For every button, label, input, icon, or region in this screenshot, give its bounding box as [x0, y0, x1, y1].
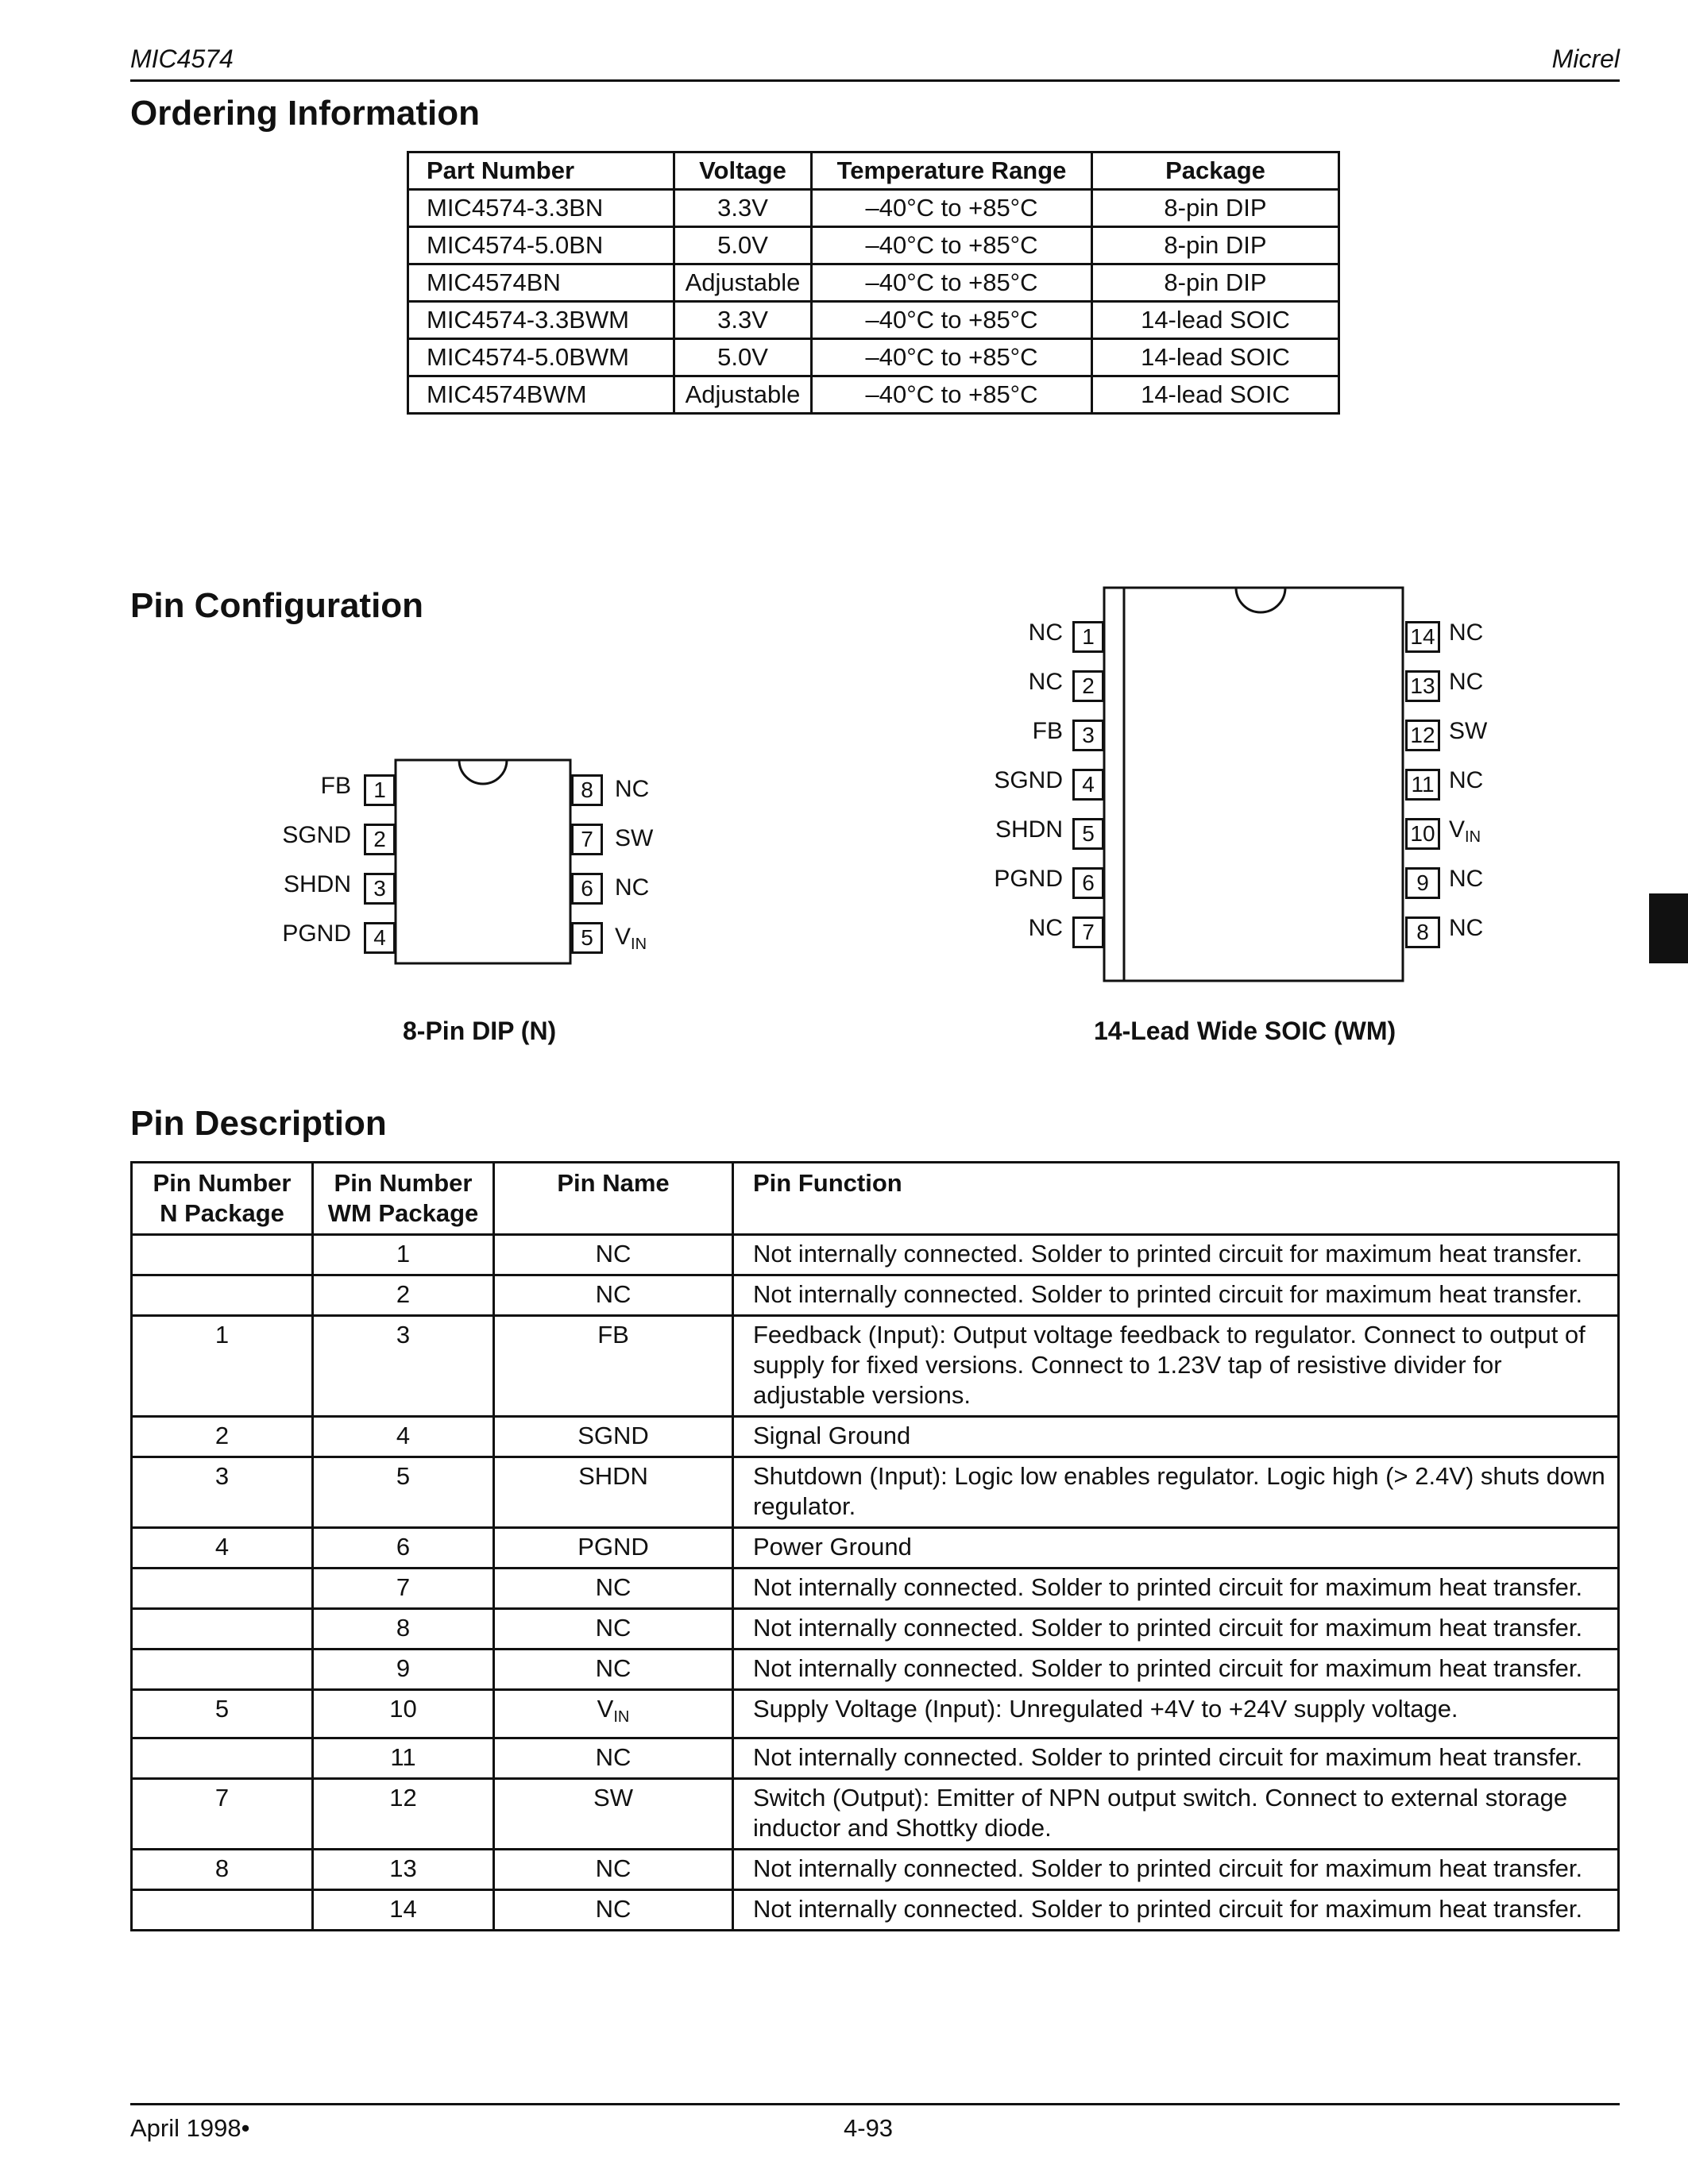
ordering-title: Ordering Information: [130, 94, 480, 133]
dip-pin-number: 1: [364, 774, 396, 806]
voltage-cell: Adjustable: [674, 264, 812, 302]
package-cell: 8-pin DIP: [1092, 264, 1339, 302]
soic-pin-label: NC: [1449, 915, 1484, 941]
wm-pin-number: 1: [313, 1235, 494, 1275]
pin-desc-title: Pin Description: [130, 1104, 387, 1143]
soic-pin-number: 10: [1405, 818, 1440, 850]
ordering-col-temp: Temperature Range: [812, 152, 1092, 190]
pin-name: NC: [494, 1738, 733, 1779]
temperature-cell: –40°C to +85°C: [812, 339, 1092, 376]
dip-pin-label: FB: [320, 773, 351, 799]
part-number-cell: MIC4574-3.3BWM: [408, 302, 674, 339]
dip-pin-label: SHDN: [283, 871, 351, 897]
soic-pin-number: 12: [1405, 720, 1440, 751]
pin-row: [132, 1890, 1619, 1931]
wm-pin-number: 10: [313, 1690, 494, 1738]
n-pin-number: [132, 1650, 313, 1690]
soic-pin-number: 8: [1405, 916, 1440, 948]
soic-pin-label: NC: [1449, 866, 1484, 892]
soic-pin-label: NC: [1028, 619, 1063, 646]
package-cell: 8-pin DIP: [1092, 190, 1339, 227]
wm-pin-number: 4: [313, 1417, 494, 1457]
pin-name: NC: [494, 1650, 733, 1690]
ordering-col-voltage: Voltage: [674, 152, 812, 190]
pin-name: PGND: [494, 1528, 733, 1569]
wm-pin-number: 2: [313, 1275, 494, 1316]
dip-pin-number: 4: [364, 922, 396, 954]
soic-pin-label: SW: [1449, 718, 1488, 744]
soic-pin-number: 2: [1072, 670, 1104, 702]
n-pin-number: 4: [132, 1528, 313, 1569]
pin-function: Not internally connected. Solder to printed circuit for maximum heat transfer.: [733, 1738, 1619, 1779]
wm-pin-number: 14: [313, 1890, 494, 1931]
pin-name: NC: [494, 1890, 733, 1931]
soic-pin-number: 3: [1072, 720, 1104, 751]
dip-pin-label: PGND: [282, 920, 351, 947]
pin-function: Not internally connected. Solder to printed circuit for maximum heat transfer.: [733, 1650, 1619, 1690]
pin-function: Not internally connected. Solder to printed circuit for maximum heat transfer.: [733, 1850, 1619, 1890]
soic-pin-label: SGND: [994, 767, 1063, 793]
pin-name: SHDN: [494, 1457, 733, 1528]
pin-row: [132, 1690, 1619, 1738]
pin-function: Signal Ground: [733, 1417, 1619, 1457]
dip-pin-number: 8: [571, 774, 603, 806]
pin-row: [132, 1275, 1619, 1316]
temperature-cell: –40°C to +85°C: [812, 227, 1092, 264]
soic-pin-number: 14: [1405, 621, 1440, 653]
ordering-col-package: Package: [1092, 152, 1339, 190]
pin-name: SGND: [494, 1417, 733, 1457]
package-cell: 14-lead SOIC: [1092, 302, 1339, 339]
wm-pin-number: 9: [313, 1650, 494, 1690]
pin-row: [132, 1850, 1619, 1890]
n-pin-number: [132, 1890, 313, 1931]
pin-row: [132, 1528, 1619, 1569]
pin-function: Not internally connected. Solder to printed circuit for maximum heat transfer.: [733, 1609, 1619, 1650]
dip-pin-label: SW: [615, 825, 654, 851]
n-pin-number: [132, 1275, 313, 1316]
pin-function: Switch (Output): Emitter of NPN output switch. Connect to external storage inductor and Shottky diode.: [733, 1779, 1619, 1850]
pin-row: [132, 1316, 1619, 1417]
wm-pin-number: 3: [313, 1316, 494, 1417]
footer-page-number: 4-93: [844, 2114, 894, 2142]
soic-package-body: [1104, 588, 1403, 981]
section-tab: [1649, 893, 1688, 963]
pin-name: NC: [494, 1275, 733, 1316]
pin-row: [132, 1650, 1619, 1690]
dip-pin-label: NC: [615, 776, 650, 802]
soic-pin-label: PGND: [994, 866, 1063, 892]
n-pin-number: 2: [132, 1417, 313, 1457]
dip-pin-label: $V_{IN}$: [615, 924, 647, 953]
part-number-cell: MIC4574BWM: [408, 376, 674, 414]
pin-function: Supply Voltage (Input): Unregulated +4V to +24V supply voltage.: [733, 1690, 1619, 1738]
part-number-cell: MIC4574BN: [408, 264, 674, 302]
soic-pin-number: 1: [1072, 621, 1104, 653]
dip-pin-number: 2: [364, 824, 396, 855]
part-number-cell: MIC4574-5.0BWM: [408, 339, 674, 376]
wm-pin-number: 13: [313, 1850, 494, 1890]
soic-pin-number: 5: [1072, 818, 1104, 850]
soic-notch: [1236, 588, 1285, 612]
pin-row: [132, 1738, 1619, 1779]
n-pin-number: 3: [132, 1457, 313, 1528]
pin-row: [132, 1609, 1619, 1650]
n-pin-number: [132, 1738, 313, 1779]
soic-pin-number: 7: [1072, 916, 1104, 948]
soic-pin-number: 9: [1405, 867, 1440, 899]
col-n-package: Pin Number N Package: [132, 1163, 313, 1235]
footer-date: April 1998•: [130, 2114, 250, 2142]
pin-row: [132, 1235, 1619, 1275]
soic-pin-number: 11: [1405, 769, 1440, 801]
pin-config-title: Pin Configuration: [130, 586, 424, 625]
pin-row: [132, 1457, 1619, 1528]
temperature-cell: –40°C to +85°C: [812, 376, 1092, 414]
wm-pin-number: 12: [313, 1779, 494, 1850]
soic-pin-number: 6: [1072, 867, 1104, 899]
soic-pin-label: SHDN: [995, 816, 1063, 843]
n-pin-number: 7: [132, 1779, 313, 1850]
pin-function: Not internally connected. Solder to printed circuit for maximum heat transfer.: [733, 1235, 1619, 1275]
col-wm-package: Pin Number WM Package: [313, 1163, 494, 1235]
pin-function: Power Ground: [733, 1528, 1619, 1569]
soic-pin-label: FB: [1032, 718, 1063, 744]
temperature-cell: –40°C to +85°C: [812, 302, 1092, 339]
col-pin-name: Pin Name: [494, 1163, 733, 1235]
pin-row: [132, 1417, 1619, 1457]
pin-name: NC: [494, 1235, 733, 1275]
soic-pin-label: NC: [1449, 669, 1484, 695]
pin-function: Not internally connected. Solder to printed circuit for maximum heat transfer.: [733, 1275, 1619, 1316]
dip-pin-number: 5: [571, 922, 603, 954]
n-pin-number: 5: [132, 1690, 313, 1738]
wm-pin-number: 7: [313, 1569, 494, 1609]
pin-function: Not internally connected. Solder to printed circuit for maximum heat transfer.: [733, 1569, 1619, 1609]
ordering-col-part: Part Number: [408, 152, 674, 190]
voltage-cell: 3.3V: [674, 190, 812, 227]
soic-pin-label: NC: [1028, 669, 1063, 695]
pin-function: Shutdown (Input): Logic low enables regulator. Logic high (> 2.4V) shuts down regulator.: [733, 1457, 1619, 1528]
package-cell: 14-lead SOIC: [1092, 376, 1339, 414]
pin-name: $V_{IN}$: [494, 1690, 733, 1738]
pin-function: Not internally connected. Solder to printed circuit for maximum heat transfer.: [733, 1890, 1619, 1931]
dip-pin-label: NC: [615, 874, 650, 901]
soic-pin-label: NC: [1449, 619, 1484, 646]
pin-row: [132, 1569, 1619, 1609]
soic-pin-label: NC: [1028, 915, 1063, 941]
pin-name: SW: [494, 1779, 733, 1850]
col-pin-function: Pin Function: [733, 1163, 1619, 1235]
n-pin-number: [132, 1235, 313, 1275]
wm-pin-number: 8: [313, 1609, 494, 1650]
pin-name: NC: [494, 1850, 733, 1890]
dip-pin-label: SGND: [282, 822, 351, 848]
wm-pin-number: 11: [313, 1738, 494, 1779]
part-number-cell: MIC4574-3.3BN: [408, 190, 674, 227]
temperature-cell: –40°C to +85°C: [812, 264, 1092, 302]
soic-caption: 14-Lead Wide SOIC (WM): [1094, 1017, 1396, 1045]
voltage-cell: 3.3V: [674, 302, 812, 339]
pin-name: NC: [494, 1609, 733, 1650]
n-pin-number: 1: [132, 1316, 313, 1417]
wm-pin-number: 5: [313, 1457, 494, 1528]
running-header-company: Micrel: [1551, 44, 1620, 73]
soic-pin-label: $V_{IN}$: [1449, 816, 1481, 846]
voltage-cell: Adjustable: [674, 376, 812, 414]
pin-description-table: [130, 1161, 1620, 1931]
n-pin-number: 8: [132, 1850, 313, 1890]
n-pin-number: [132, 1609, 313, 1650]
package-cell: 8-pin DIP: [1092, 227, 1339, 264]
soic-pin-label: NC: [1449, 767, 1484, 793]
dip-pin-number: 7: [571, 824, 603, 855]
soic-pin-number: 13: [1405, 670, 1440, 702]
pin-row: [132, 1779, 1619, 1850]
wm-pin-number: 6: [313, 1528, 494, 1569]
running-header-part: MIC4574: [130, 44, 234, 73]
voltage-cell: 5.0V: [674, 227, 812, 264]
dip-caption: 8-Pin DIP (N): [403, 1017, 557, 1045]
package-cell: 14-lead SOIC: [1092, 339, 1339, 376]
part-number-cell: MIC4574-5.0BN: [408, 227, 674, 264]
footer-rule: [130, 2103, 1620, 2105]
pin-name: NC: [494, 1569, 733, 1609]
dip-pin-number: 3: [364, 873, 396, 905]
soic-pin-number: 4: [1072, 769, 1104, 801]
dip-pin-number: 6: [571, 873, 603, 905]
pin-name: FB: [494, 1316, 733, 1417]
voltage-cell: 5.0V: [674, 339, 812, 376]
temperature-cell: –40°C to +85°C: [812, 190, 1092, 227]
n-pin-number: [132, 1569, 313, 1609]
pin-function: Feedback (Input): Output voltage feedback to regulator. Connect to output of supply for fixed versions. Connect to 1.23V tap of resistive divider for adjustable versions.: [733, 1316, 1619, 1417]
